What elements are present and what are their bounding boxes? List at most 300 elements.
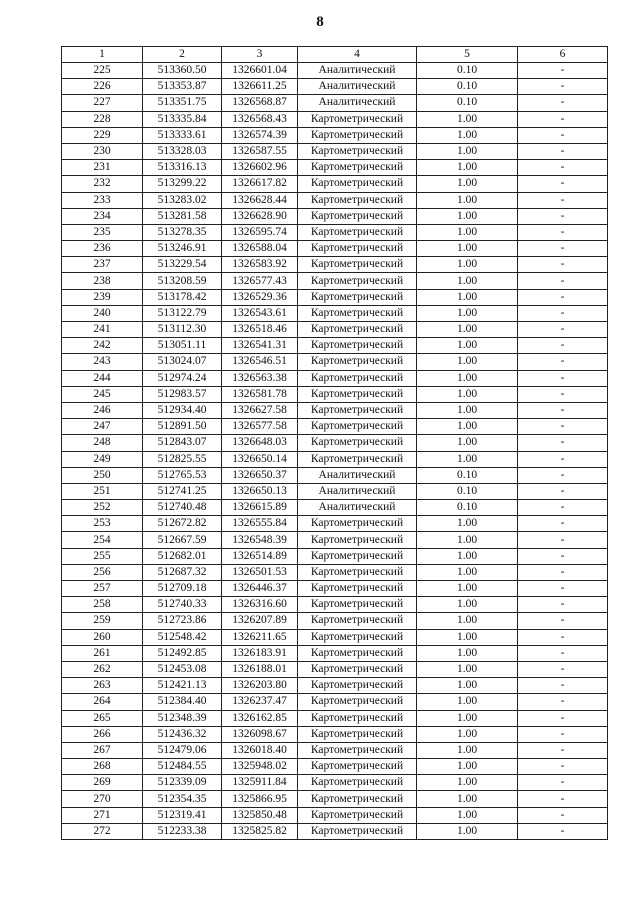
- x-coordinate-cell: 512484.55: [143, 759, 222, 775]
- accuracy-cell: 1.00: [417, 564, 518, 580]
- y-coordinate-cell: 1326162.85: [222, 710, 298, 726]
- y-coordinate-cell: 1326203.80: [222, 678, 298, 694]
- table-row: [62, 775, 608, 791]
- y-coordinate-cell: 1326577.58: [222, 419, 298, 435]
- accuracy-cell: 1.00: [417, 176, 518, 192]
- accuracy-cell: 1.00: [417, 354, 518, 370]
- note-cell: -: [518, 532, 608, 548]
- x-coordinate-cell: 513333.61: [143, 127, 222, 143]
- y-coordinate-cell: 1326602.96: [222, 160, 298, 176]
- point-number-cell: 271: [62, 807, 143, 823]
- method-cell: Картометрический: [298, 597, 417, 613]
- x-coordinate-cell: 512492.85: [143, 645, 222, 661]
- y-coordinate-cell: 1326588.04: [222, 241, 298, 257]
- accuracy-cell: 1.00: [417, 807, 518, 823]
- note-cell: -: [518, 305, 608, 321]
- accuracy-cell: 1.00: [417, 451, 518, 467]
- point-number-cell: 238: [62, 273, 143, 289]
- accuracy-cell: 1.00: [417, 581, 518, 597]
- note-cell: -: [518, 613, 608, 629]
- method-cell: Картометрический: [298, 645, 417, 661]
- point-number-cell: 248: [62, 435, 143, 451]
- table-row: [62, 581, 608, 597]
- point-number-cell: 245: [62, 386, 143, 402]
- point-number-cell: 236: [62, 241, 143, 257]
- method-cell: Картометрический: [298, 338, 417, 354]
- note-cell: -: [518, 581, 608, 597]
- accuracy-cell: 1.00: [417, 597, 518, 613]
- method-cell: Картометрический: [298, 564, 417, 580]
- method-cell: Аналитический: [298, 483, 417, 499]
- y-coordinate-cell: 1326617.82: [222, 176, 298, 192]
- table-row: [62, 127, 608, 143]
- point-number-cell: 263: [62, 678, 143, 694]
- method-cell: Картометрический: [298, 807, 417, 823]
- x-coordinate-cell: 512723.86: [143, 613, 222, 629]
- x-coordinate-cell: 512453.08: [143, 661, 222, 677]
- y-coordinate-cell: 1326188.01: [222, 661, 298, 677]
- x-coordinate-cell: 512548.42: [143, 629, 222, 645]
- note-cell: -: [518, 127, 608, 143]
- y-coordinate-cell: 1326211.65: [222, 629, 298, 645]
- table-row: [62, 483, 608, 499]
- point-number-cell: 246: [62, 402, 143, 418]
- x-coordinate-cell: 512667.59: [143, 532, 222, 548]
- note-cell: -: [518, 160, 608, 176]
- y-coordinate-cell: 1326446.37: [222, 581, 298, 597]
- x-coordinate-cell: 513122.79: [143, 305, 222, 321]
- point-number-cell: 247: [62, 419, 143, 435]
- accuracy-cell: 1.00: [417, 305, 518, 321]
- accuracy-cell: 1.00: [417, 694, 518, 710]
- point-number-cell: 242: [62, 338, 143, 354]
- table-row: [62, 224, 608, 240]
- y-coordinate-cell: 1326183.91: [222, 645, 298, 661]
- point-number-cell: 239: [62, 289, 143, 305]
- point-number-cell: 270: [62, 791, 143, 807]
- point-number-cell: 260: [62, 629, 143, 645]
- method-cell: Картометрический: [298, 289, 417, 305]
- y-coordinate-cell: 1326546.51: [222, 354, 298, 370]
- table-row: [62, 79, 608, 95]
- x-coordinate-cell: 512319.41: [143, 807, 222, 823]
- table-row: [62, 451, 608, 467]
- method-cell: Картометрический: [298, 435, 417, 451]
- table-row: [62, 661, 608, 677]
- method-cell: Аналитический: [298, 95, 417, 111]
- x-coordinate-cell: 513299.22: [143, 176, 222, 192]
- y-coordinate-cell: 1326237.47: [222, 694, 298, 710]
- point-number-cell: 225: [62, 63, 143, 79]
- table-row: [62, 143, 608, 159]
- x-coordinate-cell: 512421.13: [143, 678, 222, 694]
- table-row: [62, 435, 608, 451]
- x-coordinate-cell: 513112.30: [143, 322, 222, 338]
- note-cell: -: [518, 500, 608, 516]
- method-cell: Картометрический: [298, 791, 417, 807]
- y-coordinate-cell: 1326501.53: [222, 564, 298, 580]
- note-cell: -: [518, 402, 608, 418]
- note-cell: -: [518, 63, 608, 79]
- note-cell: -: [518, 645, 608, 661]
- x-coordinate-cell: 512825.55: [143, 451, 222, 467]
- accuracy-cell: 1.00: [417, 661, 518, 677]
- table-row: [62, 241, 608, 257]
- note-cell: -: [518, 564, 608, 580]
- table-row: [62, 742, 608, 758]
- method-cell: Картометрический: [298, 402, 417, 418]
- y-coordinate-cell: 1326563.38: [222, 370, 298, 386]
- accuracy-cell: 0.10: [417, 95, 518, 111]
- y-coordinate-cell: 1326568.43: [222, 111, 298, 127]
- y-coordinate-cell: 1326207.89: [222, 613, 298, 629]
- note-cell: -: [518, 694, 608, 710]
- table-row: [62, 564, 608, 580]
- method-cell: Картометрический: [298, 419, 417, 435]
- table-row: [62, 419, 608, 435]
- x-coordinate-cell: 512709.18: [143, 581, 222, 597]
- method-cell: Картометрический: [298, 176, 417, 192]
- y-coordinate-cell: 1326648.03: [222, 435, 298, 451]
- y-coordinate-cell: 1326518.46: [222, 322, 298, 338]
- accuracy-cell: 1.00: [417, 322, 518, 338]
- column-header: 5: [417, 47, 518, 63]
- column-header: 6: [518, 47, 608, 63]
- table-row: [62, 273, 608, 289]
- table-row: [62, 823, 608, 839]
- point-number-cell: 252: [62, 500, 143, 516]
- table-row: [62, 597, 608, 613]
- accuracy-cell: 1.00: [417, 516, 518, 532]
- y-coordinate-cell: 1326529.36: [222, 289, 298, 305]
- accuracy-cell: 1.00: [417, 726, 518, 742]
- point-number-cell: 267: [62, 742, 143, 758]
- method-cell: Картометрический: [298, 710, 417, 726]
- note-cell: -: [518, 322, 608, 338]
- x-coordinate-cell: 512934.40: [143, 402, 222, 418]
- point-number-cell: 259: [62, 613, 143, 629]
- y-coordinate-cell: 1326595.74: [222, 224, 298, 240]
- table-row: [62, 678, 608, 694]
- point-number-cell: 232: [62, 176, 143, 192]
- table-row: [62, 370, 608, 386]
- accuracy-cell: 1.00: [417, 208, 518, 224]
- method-cell: Картометрический: [298, 694, 417, 710]
- point-number-cell: 233: [62, 192, 143, 208]
- method-cell: Картометрический: [298, 516, 417, 532]
- accuracy-cell: 1.00: [417, 192, 518, 208]
- method-cell: Картометрический: [298, 661, 417, 677]
- x-coordinate-cell: 513024.07: [143, 354, 222, 370]
- table-row: [62, 305, 608, 321]
- note-cell: -: [518, 726, 608, 742]
- accuracy-cell: 1.00: [417, 160, 518, 176]
- x-coordinate-cell: 513208.59: [143, 273, 222, 289]
- point-number-cell: 243: [62, 354, 143, 370]
- table-row: [62, 402, 608, 418]
- method-cell: Картометрический: [298, 160, 417, 176]
- method-cell: Картометрический: [298, 678, 417, 694]
- method-cell: Картометрический: [298, 451, 417, 467]
- method-cell: Картометрический: [298, 629, 417, 645]
- y-coordinate-cell: 1326018.40: [222, 742, 298, 758]
- note-cell: -: [518, 597, 608, 613]
- accuracy-cell: 1.00: [417, 645, 518, 661]
- accuracy-cell: 1.00: [417, 402, 518, 418]
- point-number-cell: 253: [62, 516, 143, 532]
- y-coordinate-cell: 1326098.67: [222, 726, 298, 742]
- table-row: [62, 160, 608, 176]
- x-coordinate-cell: 513051.11: [143, 338, 222, 354]
- table-row: [62, 386, 608, 402]
- accuracy-cell: 0.10: [417, 467, 518, 483]
- table-row: [62, 176, 608, 192]
- y-coordinate-cell: 1326627.58: [222, 402, 298, 418]
- note-cell: -: [518, 176, 608, 192]
- column-header: 2: [143, 47, 222, 63]
- method-cell: Картометрический: [298, 726, 417, 742]
- table-row: [62, 629, 608, 645]
- table-row: [62, 467, 608, 483]
- point-number-cell: 231: [62, 160, 143, 176]
- x-coordinate-cell: 513229.54: [143, 257, 222, 273]
- x-coordinate-cell: 513360.50: [143, 63, 222, 79]
- method-cell: Картометрический: [298, 257, 417, 273]
- table-row: [62, 710, 608, 726]
- accuracy-cell: 1.00: [417, 386, 518, 402]
- x-coordinate-cell: 512891.50: [143, 419, 222, 435]
- table-row: [62, 791, 608, 807]
- table-row: [62, 257, 608, 273]
- note-cell: -: [518, 208, 608, 224]
- point-number-cell: 258: [62, 597, 143, 613]
- method-cell: Аналитический: [298, 467, 417, 483]
- y-coordinate-cell: 1325866.95: [222, 791, 298, 807]
- accuracy-cell: 1.00: [417, 532, 518, 548]
- method-cell: Картометрический: [298, 823, 417, 839]
- point-number-cell: 264: [62, 694, 143, 710]
- table-row: [62, 645, 608, 661]
- method-cell: Картометрический: [298, 581, 417, 597]
- note-cell: -: [518, 192, 608, 208]
- y-coordinate-cell: 1326650.14: [222, 451, 298, 467]
- method-cell: Картометрический: [298, 548, 417, 564]
- y-coordinate-cell: 1326601.04: [222, 63, 298, 79]
- column-header: 4: [298, 47, 417, 63]
- accuracy-cell: 1.00: [417, 759, 518, 775]
- table-row: [62, 63, 608, 79]
- table-row: [62, 532, 608, 548]
- x-coordinate-cell: 512233.38: [143, 823, 222, 839]
- point-number-cell: 240: [62, 305, 143, 321]
- point-number-cell: 235: [62, 224, 143, 240]
- accuracy-cell: 1.00: [417, 435, 518, 451]
- method-cell: Картометрический: [298, 613, 417, 629]
- note-cell: -: [518, 629, 608, 645]
- point-number-cell: 256: [62, 564, 143, 580]
- note-cell: -: [518, 289, 608, 305]
- accuracy-cell: 0.10: [417, 79, 518, 95]
- note-cell: -: [518, 435, 608, 451]
- note-cell: -: [518, 483, 608, 499]
- accuracy-cell: 1.00: [417, 823, 518, 839]
- table-row: [62, 111, 608, 127]
- x-coordinate-cell: 513353.87: [143, 79, 222, 95]
- y-coordinate-cell: 1326514.89: [222, 548, 298, 564]
- point-number-cell: 229: [62, 127, 143, 143]
- coordinates-table: [61, 46, 608, 840]
- method-cell: Картометрический: [298, 775, 417, 791]
- accuracy-cell: 1.00: [417, 289, 518, 305]
- point-number-cell: 237: [62, 257, 143, 273]
- point-number-cell: 241: [62, 322, 143, 338]
- x-coordinate-cell: 513246.91: [143, 241, 222, 257]
- note-cell: -: [518, 791, 608, 807]
- point-number-cell: 250: [62, 467, 143, 483]
- note-cell: -: [518, 79, 608, 95]
- x-coordinate-cell: 512687.32: [143, 564, 222, 580]
- note-cell: -: [518, 759, 608, 775]
- table-row: [62, 338, 608, 354]
- table-row: [62, 322, 608, 338]
- y-coordinate-cell: 1326548.39: [222, 532, 298, 548]
- table-row: [62, 354, 608, 370]
- point-number-cell: 234: [62, 208, 143, 224]
- y-coordinate-cell: 1326543.61: [222, 305, 298, 321]
- method-cell: Картометрический: [298, 370, 417, 386]
- note-cell: -: [518, 370, 608, 386]
- point-number-cell: 266: [62, 726, 143, 742]
- point-number-cell: 249: [62, 451, 143, 467]
- accuracy-cell: 1.00: [417, 791, 518, 807]
- x-coordinate-cell: 512348.39: [143, 710, 222, 726]
- accuracy-cell: 1.00: [417, 613, 518, 629]
- x-coordinate-cell: 512354.35: [143, 791, 222, 807]
- x-coordinate-cell: 512740.48: [143, 500, 222, 516]
- point-number-cell: 251: [62, 483, 143, 499]
- point-number-cell: 230: [62, 143, 143, 159]
- method-cell: Картометрический: [298, 127, 417, 143]
- note-cell: -: [518, 257, 608, 273]
- method-cell: Картометрический: [298, 224, 417, 240]
- y-coordinate-cell: 1325948.02: [222, 759, 298, 775]
- accuracy-cell: 1.00: [417, 419, 518, 435]
- point-number-cell: 268: [62, 759, 143, 775]
- accuracy-cell: 1.00: [417, 224, 518, 240]
- point-number-cell: 254: [62, 532, 143, 548]
- table-row: [62, 613, 608, 629]
- point-number-cell: 257: [62, 581, 143, 597]
- y-coordinate-cell: 1326587.55: [222, 143, 298, 159]
- note-cell: -: [518, 710, 608, 726]
- note-cell: -: [518, 386, 608, 402]
- y-coordinate-cell: 1325850.48: [222, 807, 298, 823]
- x-coordinate-cell: 512741.25: [143, 483, 222, 499]
- method-cell: Картометрический: [298, 759, 417, 775]
- method-cell: Картометрический: [298, 742, 417, 758]
- accuracy-cell: 1.00: [417, 678, 518, 694]
- method-cell: Аналитический: [298, 500, 417, 516]
- method-cell: Картометрический: [298, 111, 417, 127]
- note-cell: -: [518, 95, 608, 111]
- y-coordinate-cell: 1326650.13: [222, 483, 298, 499]
- method-cell: Аналитический: [298, 79, 417, 95]
- x-coordinate-cell: 513278.35: [143, 224, 222, 240]
- accuracy-cell: 1.00: [417, 257, 518, 273]
- table-row: [62, 759, 608, 775]
- accuracy-cell: 1.00: [417, 338, 518, 354]
- y-coordinate-cell: 1326555.84: [222, 516, 298, 532]
- note-cell: -: [518, 823, 608, 839]
- accuracy-cell: 1.00: [417, 273, 518, 289]
- y-coordinate-cell: 1326628.44: [222, 192, 298, 208]
- point-number-cell: 269: [62, 775, 143, 791]
- y-coordinate-cell: 1326611.25: [222, 79, 298, 95]
- y-coordinate-cell: 1325911.84: [222, 775, 298, 791]
- accuracy-cell: 0.10: [417, 483, 518, 499]
- table-row: [62, 516, 608, 532]
- accuracy-cell: 0.10: [417, 500, 518, 516]
- x-coordinate-cell: 513328.03: [143, 143, 222, 159]
- note-cell: -: [518, 241, 608, 257]
- header-row: [62, 47, 608, 63]
- table-row: [62, 726, 608, 742]
- table-row: [62, 500, 608, 516]
- y-coordinate-cell: 1326581.78: [222, 386, 298, 402]
- x-coordinate-cell: 513178.42: [143, 289, 222, 305]
- x-coordinate-cell: 512436.32: [143, 726, 222, 742]
- x-coordinate-cell: 512682.01: [143, 548, 222, 564]
- x-coordinate-cell: 513335.84: [143, 111, 222, 127]
- x-coordinate-cell: 512384.40: [143, 694, 222, 710]
- note-cell: -: [518, 143, 608, 159]
- table-row: [62, 192, 608, 208]
- y-coordinate-cell: 1326577.43: [222, 273, 298, 289]
- point-number-cell: 255: [62, 548, 143, 564]
- x-coordinate-cell: 513283.02: [143, 192, 222, 208]
- method-cell: Картометрический: [298, 273, 417, 289]
- table-header: [62, 47, 608, 63]
- y-coordinate-cell: 1326583.92: [222, 257, 298, 273]
- accuracy-cell: 1.00: [417, 775, 518, 791]
- note-cell: -: [518, 419, 608, 435]
- x-coordinate-cell: 512479.06: [143, 742, 222, 758]
- table-body: [62, 63, 608, 840]
- y-coordinate-cell: 1326541.31: [222, 338, 298, 354]
- point-number-cell: 228: [62, 111, 143, 127]
- accuracy-cell: 0.10: [417, 63, 518, 79]
- y-coordinate-cell: 1326628.90: [222, 208, 298, 224]
- note-cell: -: [518, 111, 608, 127]
- point-number-cell: 272: [62, 823, 143, 839]
- accuracy-cell: 1.00: [417, 548, 518, 564]
- y-coordinate-cell: 1326615.89: [222, 500, 298, 516]
- method-cell: Картометрический: [298, 354, 417, 370]
- accuracy-cell: 1.00: [417, 111, 518, 127]
- accuracy-cell: 1.00: [417, 710, 518, 726]
- note-cell: -: [518, 338, 608, 354]
- method-cell: Картометрический: [298, 532, 417, 548]
- method-cell: Картометрический: [298, 208, 417, 224]
- table-row: [62, 289, 608, 305]
- note-cell: -: [518, 548, 608, 564]
- method-cell: Картометрический: [298, 386, 417, 402]
- point-number-cell: 226: [62, 79, 143, 95]
- point-number-cell: 265: [62, 710, 143, 726]
- y-coordinate-cell: 1325825.82: [222, 823, 298, 839]
- note-cell: -: [518, 516, 608, 532]
- table-row: [62, 548, 608, 564]
